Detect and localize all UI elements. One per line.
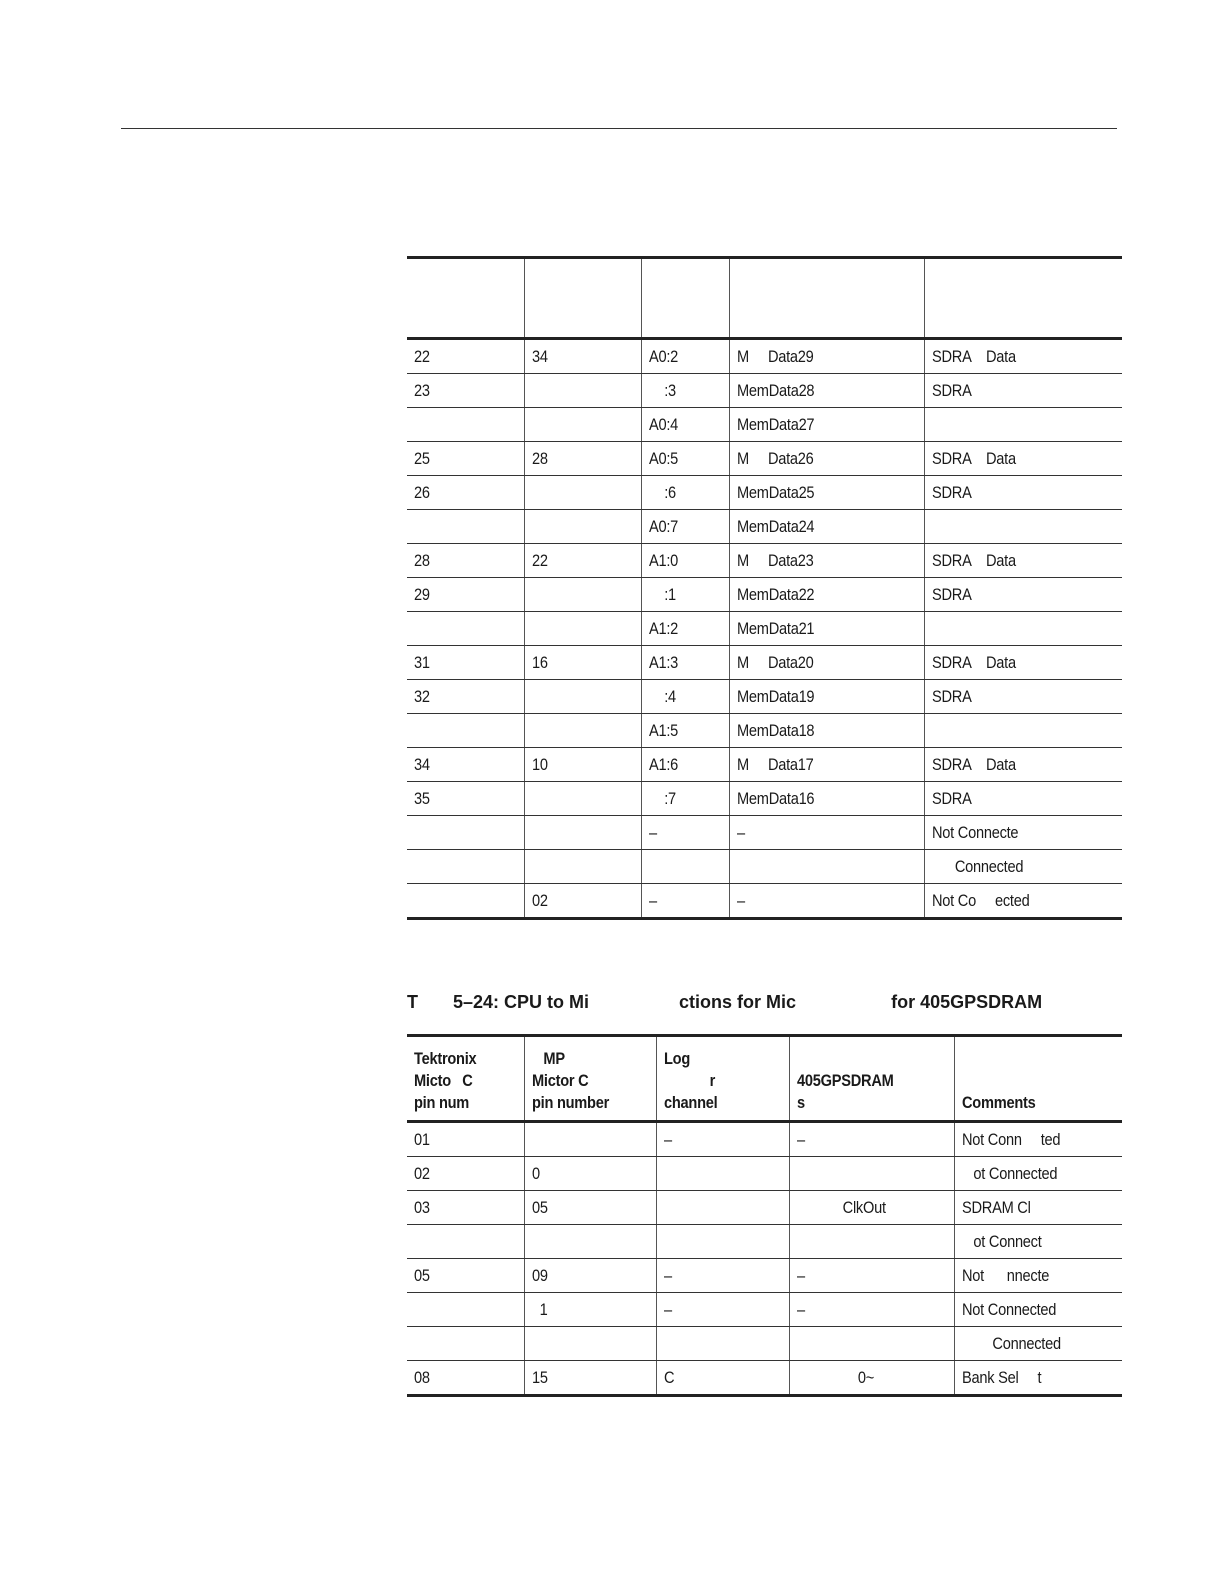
table-cell <box>729 544 924 578</box>
table-cell <box>407 1191 524 1225</box>
cell-text: – <box>663 1129 672 1149</box>
header-text: 405GPSDRAM <box>796 1071 894 1090</box>
table-cell <box>924 544 1122 578</box>
cell-text: 32 <box>414 686 430 706</box>
table-row <box>407 646 1122 680</box>
table-cell <box>641 510 729 544</box>
cell-text: MemData27 <box>736 414 814 434</box>
cell-text: MemData19 <box>736 686 814 706</box>
page-top-rule <box>121 128 1117 129</box>
table-cell <box>924 884 1122 919</box>
cell-text: 05 <box>414 1265 430 1285</box>
cell-text: – <box>736 822 745 842</box>
cell-text: Not Co ected <box>931 890 1029 910</box>
cell-text: A0:5 <box>648 448 678 468</box>
table-cell <box>729 578 924 612</box>
table-cell <box>407 339 524 374</box>
table-cell <box>407 816 524 850</box>
table-cell <box>407 1361 524 1396</box>
table-row <box>407 1361 1122 1396</box>
cell-text: – <box>663 1299 672 1319</box>
table-cell <box>407 1327 524 1361</box>
pin-mapping-table-continued <box>407 256 1122 920</box>
table-cell <box>789 1225 954 1259</box>
table-cell <box>407 646 524 680</box>
table-cell <box>924 442 1122 476</box>
table-cell <box>924 714 1122 748</box>
header-text: MP <box>531 1049 565 1068</box>
table-cell <box>641 816 729 850</box>
table-cell <box>524 850 641 884</box>
cell-text: 03 <box>414 1197 430 1217</box>
cell-text: A1:3 <box>648 652 678 672</box>
cell-text: 28 <box>414 550 430 570</box>
table-row <box>407 816 1122 850</box>
header-text: pin num <box>414 1093 470 1112</box>
cell-text: – <box>796 1265 805 1285</box>
header-text: Tektronix <box>414 1049 477 1068</box>
table-row <box>407 1191 1122 1225</box>
cell-text: – <box>648 890 657 910</box>
table-cell <box>729 612 924 646</box>
table-cell <box>407 1293 524 1327</box>
table-cell <box>789 1259 954 1293</box>
header-line <box>532 1092 656 1114</box>
table2-header-cell <box>524 1036 656 1122</box>
cell-text: Not Conn ted <box>961 1129 1060 1149</box>
table-row <box>407 578 1122 612</box>
table-cell <box>407 612 524 646</box>
table-cell <box>729 339 924 374</box>
table-cell <box>789 1157 954 1191</box>
cell-text: 34 <box>531 346 548 366</box>
table-cell <box>524 1259 656 1293</box>
cell-text: M Data20 <box>736 652 814 672</box>
cell-text: 28 <box>531 448 548 468</box>
table-row <box>407 782 1122 816</box>
header-text: Log <box>663 1049 690 1068</box>
cell-text: 23 <box>414 380 430 400</box>
table-cell <box>954 1293 1122 1327</box>
cell-text: Bank Sel t <box>961 1367 1041 1387</box>
table-cell <box>924 612 1122 646</box>
header-line <box>962 1092 1123 1114</box>
table-cell <box>524 1361 656 1396</box>
header-text: s <box>796 1093 805 1112</box>
table-row <box>407 612 1122 646</box>
header-line <box>664 1092 789 1114</box>
cell-text: 02 <box>414 1163 430 1183</box>
header-line <box>532 1048 656 1070</box>
table-cell <box>524 1122 656 1157</box>
table-cell <box>524 1191 656 1225</box>
table-cell <box>729 748 924 782</box>
header-text: pin number <box>531 1093 609 1112</box>
table-row <box>407 1259 1122 1293</box>
table-cell <box>641 680 729 714</box>
table-cell <box>407 782 524 816</box>
table-cell <box>407 714 524 748</box>
cell-text: MemData28 <box>736 380 814 400</box>
cell-text: A0:7 <box>648 516 678 536</box>
cell-text: 35 <box>414 788 430 808</box>
table-cell <box>954 1225 1122 1259</box>
table-row <box>407 510 1122 544</box>
cell-text: MemData25 <box>736 482 814 502</box>
table-cell <box>789 1293 954 1327</box>
table1-header-cell <box>729 258 924 339</box>
cell-text: A1:2 <box>648 618 678 638</box>
table-cell <box>407 748 524 782</box>
table-cell <box>729 850 924 884</box>
table-row <box>407 884 1122 919</box>
table-cell <box>524 374 641 408</box>
table-cell <box>524 646 641 680</box>
cell-text: 22 <box>531 550 548 570</box>
table-cell <box>524 476 641 510</box>
header-line <box>664 1048 789 1070</box>
table-cell <box>641 782 729 816</box>
cell-text: 02 <box>531 890 548 910</box>
header-line <box>797 1070 954 1092</box>
table2-header-cell <box>656 1036 789 1122</box>
table-cell <box>407 408 524 442</box>
cell-text: SDRAM Cl <box>961 1197 1031 1217</box>
table-cell <box>729 510 924 544</box>
table-cell <box>524 578 641 612</box>
cell-text: SDRA <box>931 482 972 502</box>
table-cell <box>641 850 729 884</box>
table-cell <box>407 1122 524 1157</box>
cell-text: 0~ <box>796 1367 874 1387</box>
table-row <box>407 714 1122 748</box>
cell-text: 09 <box>531 1265 548 1285</box>
table-cell <box>924 408 1122 442</box>
cell-text: A0:4 <box>648 414 678 434</box>
table-cell <box>924 816 1122 850</box>
table-cell <box>656 1191 789 1225</box>
table-cell <box>641 339 729 374</box>
table-cell <box>729 442 924 476</box>
cell-text: Connected <box>961 1333 1061 1353</box>
cell-text: :7 <box>648 788 676 808</box>
table-cell <box>954 1259 1122 1293</box>
table2-header-cell <box>407 1036 524 1122</box>
header-line <box>414 1048 524 1070</box>
table-cell <box>524 1225 656 1259</box>
cell-text: M Data23 <box>736 550 814 570</box>
cell-text: Connected <box>931 856 1023 876</box>
table-cell <box>641 646 729 680</box>
table-cell <box>407 442 524 476</box>
table-cell <box>656 1361 789 1396</box>
cell-text: 10 <box>531 754 548 774</box>
table-cell <box>729 884 924 919</box>
table-cell <box>729 374 924 408</box>
table1-header-row <box>407 258 1122 339</box>
table-cell <box>641 612 729 646</box>
table-cell <box>524 1327 656 1361</box>
table-row <box>407 850 1122 884</box>
cell-text: 26 <box>414 482 430 502</box>
table-cell <box>641 476 729 510</box>
cpu-to-mictor-table <box>407 1034 1122 1397</box>
cell-text: :3 <box>648 380 676 400</box>
table-cell <box>924 510 1122 544</box>
table-cell <box>789 1191 954 1225</box>
table-cell <box>789 1122 954 1157</box>
table-cell <box>729 646 924 680</box>
cell-text: ot Connected <box>961 1163 1057 1183</box>
table-cell <box>524 408 641 442</box>
table-row <box>407 476 1122 510</box>
cell-text: M Data26 <box>736 448 814 468</box>
header-line <box>797 1092 954 1114</box>
table-cell <box>407 1157 524 1191</box>
cell-text: ClkOut <box>796 1197 886 1217</box>
table-cell <box>656 1122 789 1157</box>
table-row <box>407 544 1122 578</box>
table-cell <box>641 884 729 919</box>
cell-text: SDRA <box>931 584 972 604</box>
cell-text: Not nnecte <box>961 1265 1049 1285</box>
table-cell <box>656 1293 789 1327</box>
table-cell <box>924 578 1122 612</box>
cell-text: Not Connecte <box>931 822 1018 842</box>
table-row <box>407 748 1122 782</box>
table-cell <box>407 884 524 919</box>
table-cell <box>729 816 924 850</box>
cell-text: 25 <box>414 448 430 468</box>
table-cell <box>524 339 641 374</box>
table2-header-cell <box>789 1036 954 1122</box>
table-cell <box>524 714 641 748</box>
cell-text: 31 <box>414 652 430 672</box>
table-cell <box>407 578 524 612</box>
cell-text: – <box>648 822 657 842</box>
cell-text: 05 <box>531 1197 548 1217</box>
table-row <box>407 680 1122 714</box>
table-row <box>407 1293 1122 1327</box>
cell-text: – <box>796 1299 805 1319</box>
table-row <box>407 1157 1122 1191</box>
header-line <box>532 1070 656 1092</box>
cell-text: – <box>736 890 745 910</box>
header-line <box>797 1048 954 1070</box>
table-cell <box>407 1259 524 1293</box>
cell-text: ot Connect <box>961 1231 1042 1251</box>
table-row <box>407 1327 1122 1361</box>
table2-caption: T 5–24: CPU to Mi ctions for Mic for 405GPSDRAM <box>407 992 1043 1012</box>
table-cell <box>524 782 641 816</box>
table-row <box>407 442 1122 476</box>
table-cell <box>407 544 524 578</box>
table-cell <box>524 680 641 714</box>
table-cell <box>407 1225 524 1259</box>
table-cell <box>641 578 729 612</box>
cell-text: 34 <box>414 754 430 774</box>
cell-text: SDRA Data <box>931 550 1016 570</box>
table1-header-cell <box>524 258 641 339</box>
cell-text: A1:0 <box>648 550 678 570</box>
table-row <box>407 339 1122 374</box>
table-cell <box>656 1259 789 1293</box>
table-cell <box>924 748 1122 782</box>
cell-text: 0 <box>531 1163 540 1183</box>
table-cell <box>954 1122 1122 1157</box>
table-cell <box>954 1327 1122 1361</box>
header-line <box>962 1070 1123 1092</box>
table-cell <box>407 510 524 544</box>
header-line <box>414 1092 524 1114</box>
cell-text: :1 <box>648 584 676 604</box>
table2-header-cell <box>954 1036 1122 1122</box>
table-cell <box>641 714 729 748</box>
table-row <box>407 1225 1122 1259</box>
table-cell <box>656 1327 789 1361</box>
table-row <box>407 408 1122 442</box>
table-cell <box>789 1327 954 1361</box>
table-cell <box>924 646 1122 680</box>
header-text: channel <box>663 1093 717 1112</box>
cell-text: SDRA Data <box>931 448 1016 468</box>
header-text: Mictor C <box>531 1071 588 1090</box>
cell-text: SDRA <box>931 788 972 808</box>
table-cell <box>789 1361 954 1396</box>
table-cell <box>924 850 1122 884</box>
table1-header-cell <box>641 258 729 339</box>
table1-header-cell <box>407 258 524 339</box>
table-cell <box>641 748 729 782</box>
cell-text: A1:6 <box>648 754 678 774</box>
table-cell <box>924 339 1122 374</box>
table1-header-cell <box>924 258 1122 339</box>
cell-text: MemData18 <box>736 720 814 740</box>
table-cell <box>524 816 641 850</box>
cell-text: 1 <box>531 1299 547 1319</box>
table-cell <box>524 884 641 919</box>
cell-text: C <box>663 1367 674 1387</box>
header-line <box>664 1070 789 1092</box>
table-cell <box>641 442 729 476</box>
table-cell <box>407 374 524 408</box>
table-cell <box>729 408 924 442</box>
cell-text: MemData22 <box>736 584 814 604</box>
header-line <box>414 1070 524 1092</box>
cell-text: – <box>663 1265 672 1285</box>
header-text: Comments <box>961 1093 1035 1112</box>
cell-text: – <box>796 1129 805 1149</box>
cell-text: 16 <box>531 652 548 672</box>
cell-text: MemData24 <box>736 516 814 536</box>
table-cell <box>524 1293 656 1327</box>
table-cell <box>407 476 524 510</box>
cell-text: 08 <box>414 1367 430 1387</box>
table-cell <box>924 374 1122 408</box>
table-cell <box>524 748 641 782</box>
cell-text: MemData16 <box>736 788 814 808</box>
cell-text: MemData21 <box>736 618 814 638</box>
table-cell <box>729 476 924 510</box>
table-row <box>407 374 1122 408</box>
table-row <box>407 1122 1122 1157</box>
table-cell <box>954 1157 1122 1191</box>
cell-text: A1:5 <box>648 720 678 740</box>
table-cell <box>641 408 729 442</box>
table-cell <box>656 1157 789 1191</box>
table-cell <box>924 782 1122 816</box>
table-cell <box>729 680 924 714</box>
cell-text: :4 <box>648 686 676 706</box>
table-cell <box>656 1225 789 1259</box>
cell-text: M Data17 <box>736 754 814 774</box>
cell-text: A0:2 <box>648 346 678 366</box>
table-cell <box>641 374 729 408</box>
cell-text: 29 <box>414 584 430 604</box>
table-cell <box>524 544 641 578</box>
cell-text: :6 <box>648 482 676 502</box>
table-cell <box>954 1191 1122 1225</box>
cell-text: SDRA Data <box>931 346 1016 366</box>
cell-text: 22 <box>414 346 430 366</box>
cell-text: 01 <box>414 1129 430 1149</box>
table2-header-row <box>407 1036 1122 1122</box>
cell-text: SDRA <box>931 380 972 400</box>
cell-text: SDRA Data <box>931 652 1016 672</box>
table-cell <box>524 1157 656 1191</box>
header-text: r <box>663 1071 715 1090</box>
table-cell <box>924 476 1122 510</box>
cell-text: SDRA Data <box>931 754 1016 774</box>
table-cell <box>407 850 524 884</box>
cell-text: M Data29 <box>736 346 814 366</box>
table-cell <box>524 612 641 646</box>
table-cell <box>729 782 924 816</box>
cell-text: 15 <box>531 1367 548 1387</box>
table-cell <box>954 1361 1122 1396</box>
header-line <box>962 1048 1123 1070</box>
cell-text: SDRA <box>931 686 972 706</box>
table-cell <box>924 680 1122 714</box>
cell-text: Not Connected <box>961 1299 1056 1319</box>
table-cell <box>641 544 729 578</box>
table-cell <box>524 510 641 544</box>
table-cell <box>524 442 641 476</box>
table-cell <box>407 680 524 714</box>
header-text: Micto C <box>414 1071 473 1090</box>
table-cell <box>729 714 924 748</box>
